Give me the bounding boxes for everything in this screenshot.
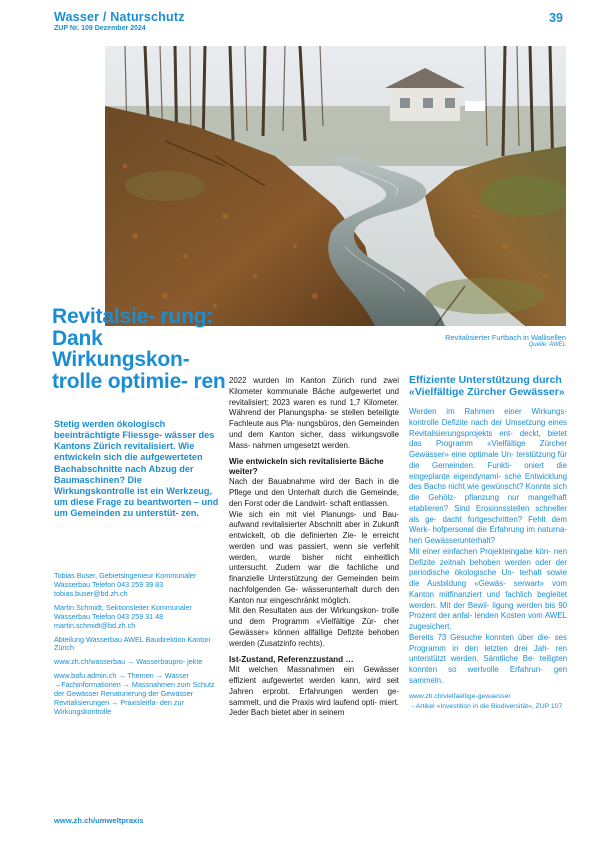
sidebar-paragraph: Bereits 73 Gesuche konnten über die- ses Programm in den letzten drei Jah- ren unterstützt werden. Sämtliche Be- teiligten konnten so wertvolle Erfahrun- gen sammeln. (409, 632, 567, 685)
link-vielfaeltige-gewaesser[interactable]: www.zh.ch/vielfaeltige-gewaesser (409, 692, 511, 700)
stream-photo (105, 46, 566, 326)
contact-martin-schmidt: Martin Schmidt, Sektionsleiter Kommunaler Wasserbau Telefon 043 259 31 48 martin.schmidt@bd.zh.ch (54, 602, 192, 630)
contact-info (54, 572, 224, 722)
subheading-ist-zustand: Ist-Zustand, Referenzzustand … (229, 655, 354, 665)
issue-label: ZUP Nr. 109 Dezember 2024 (54, 25, 146, 32)
sidebar-box (409, 407, 567, 712)
page-number: 39 (549, 11, 563, 25)
sidebar-title: Effiziente Unterstützung durch «Vielfältige Zürcher Gewässer» (409, 374, 565, 399)
body-paragraph: Mit welchen Massnahmen ein Gewässer effizient aufgewertet werden kann, wird seit Jahren erprobt. Erfahrungen werden ge- sammelt, und die Praxis wird laufend opti- miert. Jeder Bach bietet aber in seinem (229, 665, 399, 718)
contact-department: Abteilung Wasserbau AWEL Baudirektion Kanton Zürich (54, 634, 211, 653)
article-title: Revitalsie- rung: Dank Wirkungskon- trolle optimie- ren (52, 305, 226, 393)
body-paragraph: Wie sich ein mit viel Planungs- und Bau- aufwand revitalisierter Abschnitt aber in Zukunft entwickelt, ob die definierten Zie- le erreicht werden und was passiert, wenn sie verfehlt werden, wurde bisher nicht einheitlich untersucht. Zudem war die fachliche und finanzielle Unterstützung der Gemeinden beim nachfolgenden Ge- wässerunterhalt durch den Kanton nur eingeschränkt möglich. (229, 509, 399, 605)
caption-text: Revitalisierter Furtbach in Wallisellen (445, 333, 566, 342)
link-bafu[interactable]: www.bafu.admin.ch → Themen → Wasser →Fachinformationen → Massnahmen zum Schutz der Gewässer Renaturierung der Gewässer Revitalisierungen → Praxisleitfa- den zur Wirkungskontrolle (54, 671, 215, 716)
caption-source: Quelle: AWEL (528, 342, 566, 349)
contact-tobias-buser: Tobias Buser, Gebietsingenieur Kommunaler Wasserbau Telefon 043 259 39 83 tobias.buser@bd.zh.ch (54, 571, 197, 598)
article-body (229, 376, 399, 719)
body-paragraph: Nach der Bauabnahme wird der Bach in die Pflege und den Unterhalt durch die Gemeinde, den Forst oder die Landwirt- schaft entlassen. (229, 477, 399, 508)
footer-url[interactable]: www.zh.ch/umweltpraxis (54, 816, 144, 825)
body-paragraph: 2022 wurden im Kanton Zürich rund zwei Kilometer kommunale Bäche aufgewertet und revitalisiert; 2023 waren es rund 1,7 Kilometer. Während der Planungspha- se stellen beteiligte Fachleute aus Pla- nungsbüros, den Gemeinden und dem Kanton sicher, dass wirkungsvolle Mass- nahmen umgesetzt werden. (229, 376, 399, 450)
subheading-development: Wie entwickeln sich revitalisierte Bäche weiter? (229, 457, 384, 477)
section-title: Wasser / Naturschutz (54, 10, 185, 24)
photo-caption (405, 333, 566, 350)
body-paragraph: Mit den Resultaten aus der Wirkungskon- trolle und dem Programm «Vielfältige Zür- cher Gewässer» können allfällige Defizite behoben werden (Zusatzinfo rechts). (229, 606, 399, 648)
sidebar-paragraph: Mit einer einfachen Projekteingabe kön- nen Defizite zeitnah behoben werden oder der periodische ökologische Un- terhalt sowie die Ausbildung «Gewäs- serwart» vom Kanton mitfinanziert und fachlich begleitet werden. Mit der Bewil- ligung werden bis 90 Prozent der anfal- lenden Kosten vom AWEL zugesichert. (409, 546, 567, 631)
article-lead: Stetig werden ökologisch beeinträchtigte Fliessge- wässer des Kantons Zürich revitalisiert. Wie entwickeln sich die aufgewerteten Bachabschnitte nach Abzug der Baumaschinen? Die Wirkungskontrolle ist ein Werkzeug, um diese Frage zu beantworten – und um Gemeinden zu unterstüt- zen. (54, 419, 219, 518)
link-article-biodiversitaet[interactable]: →Artikel «Investition in die Biodiversität», ZUP 107 (409, 703, 563, 711)
sidebar-paragraph: Werden im Rahmen einer Wirkungs- kontrolle Defizite nach der Umsetzung eines Revitalisierungsprojekts ent- deckt, bietet das Programm «Vielfältige Zürcher Gewässer» eine optimale Un- terstützung für die Gemeinden. Funkti- oniert die eingeplante eigendynami- sche Entwicklung des Bachs nicht wie gewünscht? Konnte sich die Gehölz- pflanzung nur mangelhaft etablieren? Sind Erosionsstellen schneller als ge- dacht fortgeschritten? Fehlt dem Werk- hofpersonal die Erfahrung im naturna- hen Gewässerunterhalt? (409, 407, 567, 545)
link-wasserbau[interactable]: www.zh.ch/wasserbau → Wasserbaupro- jekte (54, 657, 203, 667)
